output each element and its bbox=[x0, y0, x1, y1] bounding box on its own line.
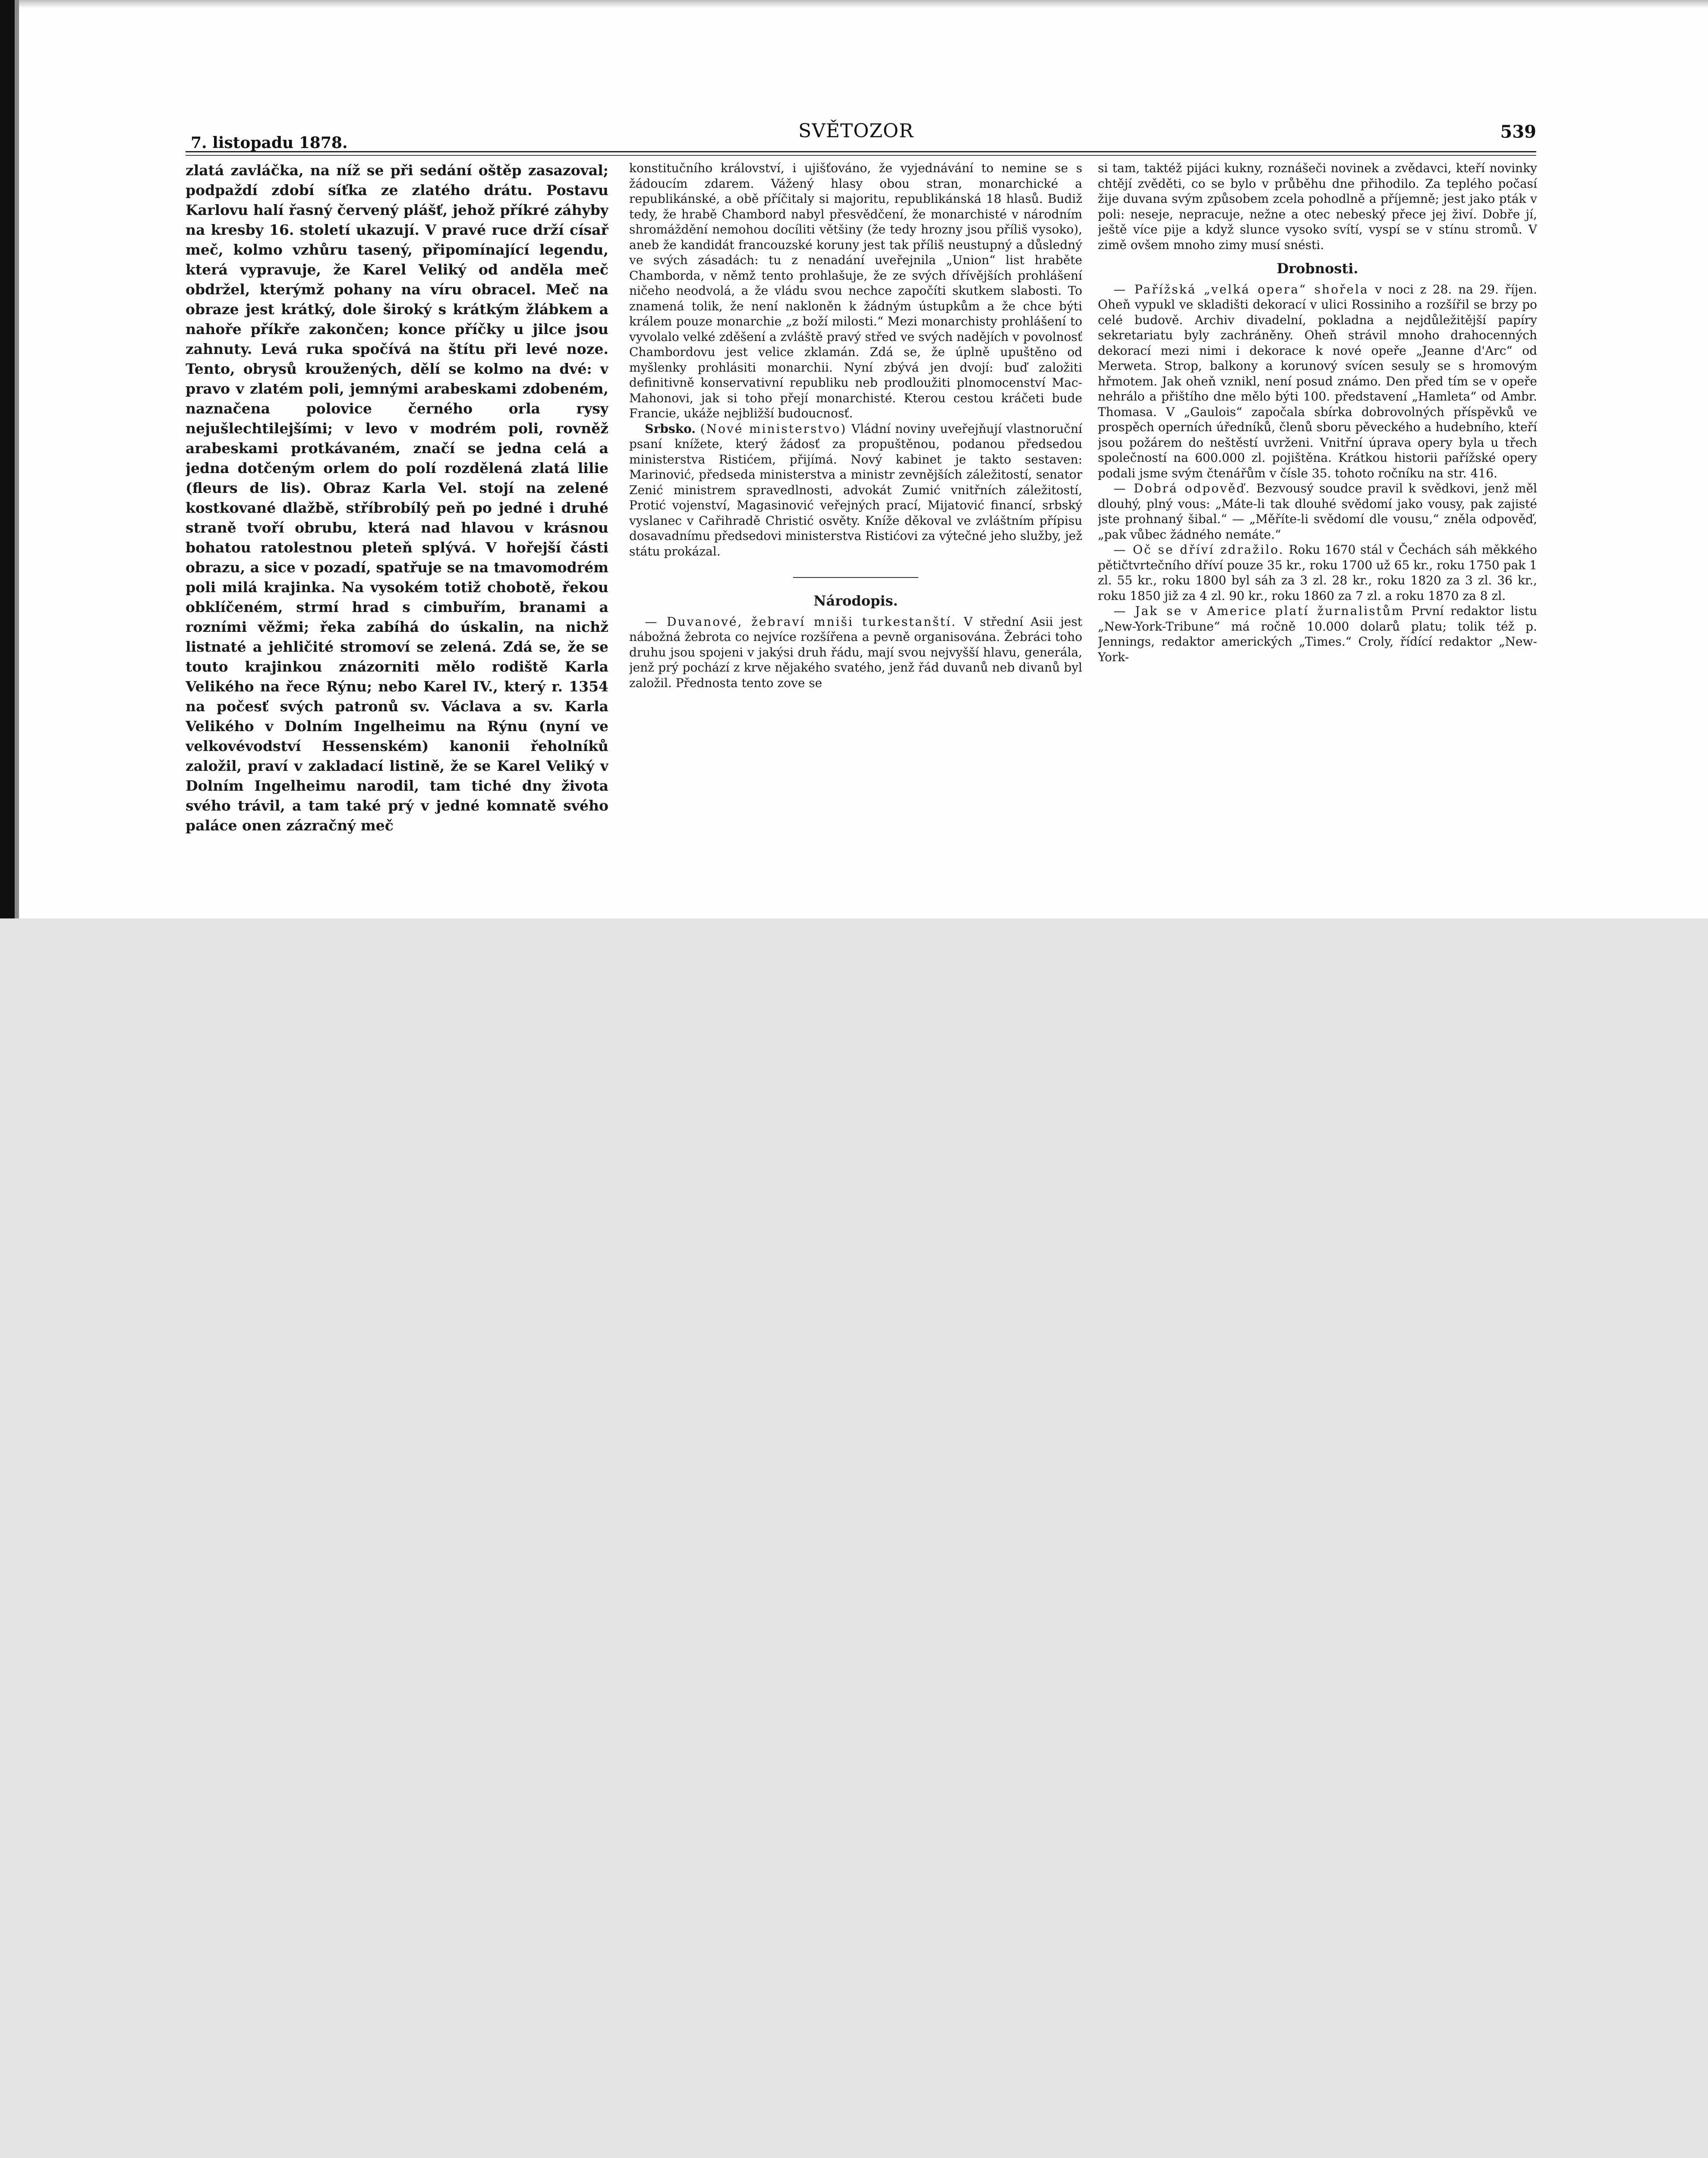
scanned-page bbox=[0, 0, 1708, 918]
paragraph-france: konstitučního království, i ujišťováno, že vyjednávání to nemine se s žádoucím zdarem. Vážený hlasy obou stran, monarchické a republikánské, a obě příčitaly si majoritu, republikánská 18 hlasů. Budiž tedy, že hrabě Chambord nabyl přesvědčení, že monarchisté v národním shromáždění nemohou docíliti většiny (že tedy hrozny jsou příliš vysoko), aneb že kandidát francouzské koruny jest tak příliš neustupný a důsledný ve svých zásadách: tu z nenadání uveřejnila „Union“ list hraběte Chamborda, v němž tento prohlašuje, že ze svých dřívějších prohlášení ničeho neodvolá, a že vládu svou nechce započíti skutkem slabosti. To znamená tolik, že není nakloněn k žádným ústupkům a že chce býti králem pouze monarchie „z boží milosti.“ Mezi monarchisty prohlášení to vyvolalo velké zděšení a zvláště pravý střed ve svých nadějích v povolnosť Chambordovu jest velice zklamán. Zdá se, že úplně upuštěno od myšlenky prohlásiti monarchii. Nyní zbývá jen dvojí: buď založiti definitivně konservativní republiku neb prodloužiti plnomocenství Mac-Mahonovi, jak si toho přejí monarchisté. Kterou cestou kráčeti bude Francie, ukáže nejbližší budoucnosť. bbox=[629, 161, 1082, 420]
page-header bbox=[186, 117, 1536, 152]
news-opera-fire bbox=[1098, 282, 1537, 481]
news-journalists-text: První redaktor listu „New-York-Tribune“ má ročně 10.000 dolarů platu; tolik též p. Jennings, redaktor amerických „Times.“ Croly, řídící redaktor „New-York- bbox=[1098, 604, 1537, 664]
section-heading-narodopis: Národopis. bbox=[813, 593, 898, 609]
column-1 bbox=[186, 161, 608, 918]
page-number: 539 bbox=[1500, 122, 1536, 142]
paragraph-srbsko bbox=[629, 421, 1082, 559]
duvanove-title: — Duvanové, žebraví mniši turkestanští. bbox=[645, 614, 957, 629]
srbsko-lead: Srbsko. bbox=[645, 421, 696, 436]
header-date: 7. listopadu 1878. bbox=[191, 134, 348, 152]
news-journalists-title: — Jak se v Americe platí žurnalistům bbox=[1113, 604, 1405, 618]
news-wood-prices bbox=[1098, 542, 1537, 603]
header-rule bbox=[186, 151, 1536, 156]
section-heading-drobnosti: Drobnosti. bbox=[1276, 260, 1358, 277]
srbsko-subtitle: (Nové ministerstvo) bbox=[700, 421, 847, 436]
news-wood-title: — Oč se dříví zdražilo. bbox=[1113, 543, 1284, 557]
scan-left-border bbox=[0, 0, 15, 918]
scan-left-shadow bbox=[15, 0, 19, 918]
news-answer-title: — Dobrá odpověď. bbox=[1113, 481, 1251, 495]
column-3 bbox=[1098, 161, 1537, 918]
news-wood-text: Roku 1670 stál v Čechách sáh měkkého pětičtvrtečního dříví pouze 35 kr., roku 1700 už 65 kr., roku 1750 pak 1 zl. 55 kr., roku 1800 byl sáh za 3 zl. 28 kr., roku 1820 za 3 zl. 36 kr., roku 1850 již za 4 zl. 90 kr., roku 1860 za 7 zl. a roku 1870 za 8 zl. bbox=[1098, 543, 1537, 603]
news-journalists bbox=[1098, 603, 1537, 665]
paragraph-duvana-life: si tam, taktéž pijáci kukny, roznášeči novinek a zvědavci, kteří novinky chtějí zvěděti, co se bylo v průběhu dne přihodilo. Za teplého počasí žije duvana svým způsobem zcela pohodlně a příjemně; jest jako pták v poli: neseje, nepracuje, nežne a otec nebeský přece jej živí. Dobře jí, ještě více pije a když slunce vysoko svítí, vyspí se v stínu stromů. V zimě ovšem mnoho zimy musí snésti. bbox=[1098, 161, 1537, 252]
section-separator bbox=[793, 577, 918, 578]
news-opera-text: v noci z 28. na 29. říjen. Oheň vypukl ve skladišti dekorací v ulici Rossiniho a rozšířil se brzy po celé budově. Archiv divadelní, pokladna a nejdůležitější papíry sekretariatu byly zachráněny. Oheň strávil mnoho drahocenných dekorací mezi nimi i dekorace k nové opeře „Jeanne d'Arc“ od Merweta. Strop, balkony a korunový svícen sesuly se s hromovým hřmotem. Jak oheň vznikl, není posud známo. Den před tím se v opeře nehrálo a přištího dne mělo býti 100. představení „Hamleta“ od Ambr. Thomasa. V „Gaulois“ započala sbírka dobrovolných příspěvků ve prospěch operních úředníků, členů sboru pěveckého a hudebního, kteří jsou požárem do neštěstí uvrženi. Vnitřní úprava opery byla u třech společností na 600.000 zl. pojištěna. Krátkou historii pařížské opery podali jsme svým čtenářům v čísle 35. tohoto ročníku na str. 416. bbox=[1098, 282, 1537, 480]
news-answer-text: Bezvousý soudce pravil k svědkovi, jenž měl dlouhý, plný vous: „Máte-li tak dlouhé svědomí jako vousy, pak zajisté jste prohnaný šibal.“ — „Měříte-li svědomí dle vousu,“ zněla odpověď, „pak vůbec žádného nemáte.“ bbox=[1098, 481, 1537, 542]
header-title: SVĚTOZOR bbox=[798, 120, 914, 142]
scan-top-shadow bbox=[19, 0, 1708, 8]
column-2 bbox=[629, 161, 1082, 918]
duvanove-text: V střední Asii jest nábožná žebrota co nejvíce rozšířena a pevně organisována. Žebráci toho druhu jsou spojeni v jakýsi druh řádu, mají svou nejvyšší hlavu, generála, jenž prý pochází z krve nějakého svatého, jenž řád duvanů neb divanů byl založil. Přednosta tento zove se bbox=[629, 614, 1082, 690]
srbsko-text: Vládní noviny uveřejňují vlastnoruční psaní knížete, který žádosť za propuštěnou, podanou předsedou ministerstva Ristićem, přijímá. Nový kabinet je takto sestaven: Marinović, předseda ministerstva a ministr zevnějších záležitostí, senator Zenić ministrem spravedlnosti, advokát Zumić vnitřních záležitostí, Protić vojenství, Magasinović veřejných prací, Mijatović financí, srbský vyslanec v Cařihradě Christić osvěty. Kníže děkoval ve zvláštním přípisu dosavadnímu předsedovi ministerstva Ristićovi za výtečné jeho služby, jež státu prokázal. bbox=[629, 421, 1082, 558]
news-opera-title: — Pařížská „velká opera“ shořela bbox=[1113, 282, 1369, 297]
article-continuation: zlatá zavláčka, na níž se při sedání oštěp zasazoval; podpaždí zdobí síťka ze zlatého drátu. Postavu Karlovu halí řasný červený plášť, jehož příkré záhyby na kresby 16. století ukazují. V pravé ruce drží císař meč, kolmo vzhůru tasený, připomínající legendu, která vypravuje, že Karel Veliký od anděla meč obdržel, kterýmž pohany na víru obracel. Meč na obraze jest krátký, dole široký s krátkým žlábkem a nahoře příkře zakončen; konce příčky u jilce jsou zahnuty. Levá ruka spočívá na štítu při levé noze. Tento, obrysů kroužených, dělí se kolmo na dvé: v pravo v zlatém poli, jemnými arabeskami zdobeném, naznačena polovice černého orla rysy nejušlechtilejšími; v levo v modrém poli, rovněž arabeskami protkávaném, značí se jedna celá a jedna dotčeným orlem do polí rozdělená zlatá lilie (fleurs de lis). Obraz Karla Vel. stojí na zelené kostkované dlažbě, stříbrobílý peň po jedné i druhé straně tvoří obrubu, která nad hlavou v krásnou bohatou ratolestnou pleteň splývá. V hořejší části obrazu, a sice v pozadí, spatřuje se na tmavomodrém poli milá krajinka. Na vysokém totiž chobotě, řekou obklíčeném, strmí hrad s cimbuřím, branami a rozními věžmi; řeka zabíhá do úskalin, na nichž listnaté a jehličité stromoví se zelená. Zdá se, že se touto krajinkou znázorniti mělo rodiště Karla Velikého na řece Rýnu; nebo Karel IV., který r. 1354 na počesť svých patronů sv. Václava a sv. Karla Velikého v Dolním Ingelheimu na Rýnu (nyní ve velkovévodství Hessenském) kanonii řeholníků založil, praví v zakladací listině, že se Karel Veliký v Dolním Ingelheimu narodil, tam tiché dny života svého trávil, a tam také prý v jedné komnatě svého paláce onen zázračný meč bbox=[186, 162, 608, 834]
news-good-answer bbox=[1098, 481, 1537, 542]
paragraph-duvanove bbox=[629, 614, 1082, 691]
